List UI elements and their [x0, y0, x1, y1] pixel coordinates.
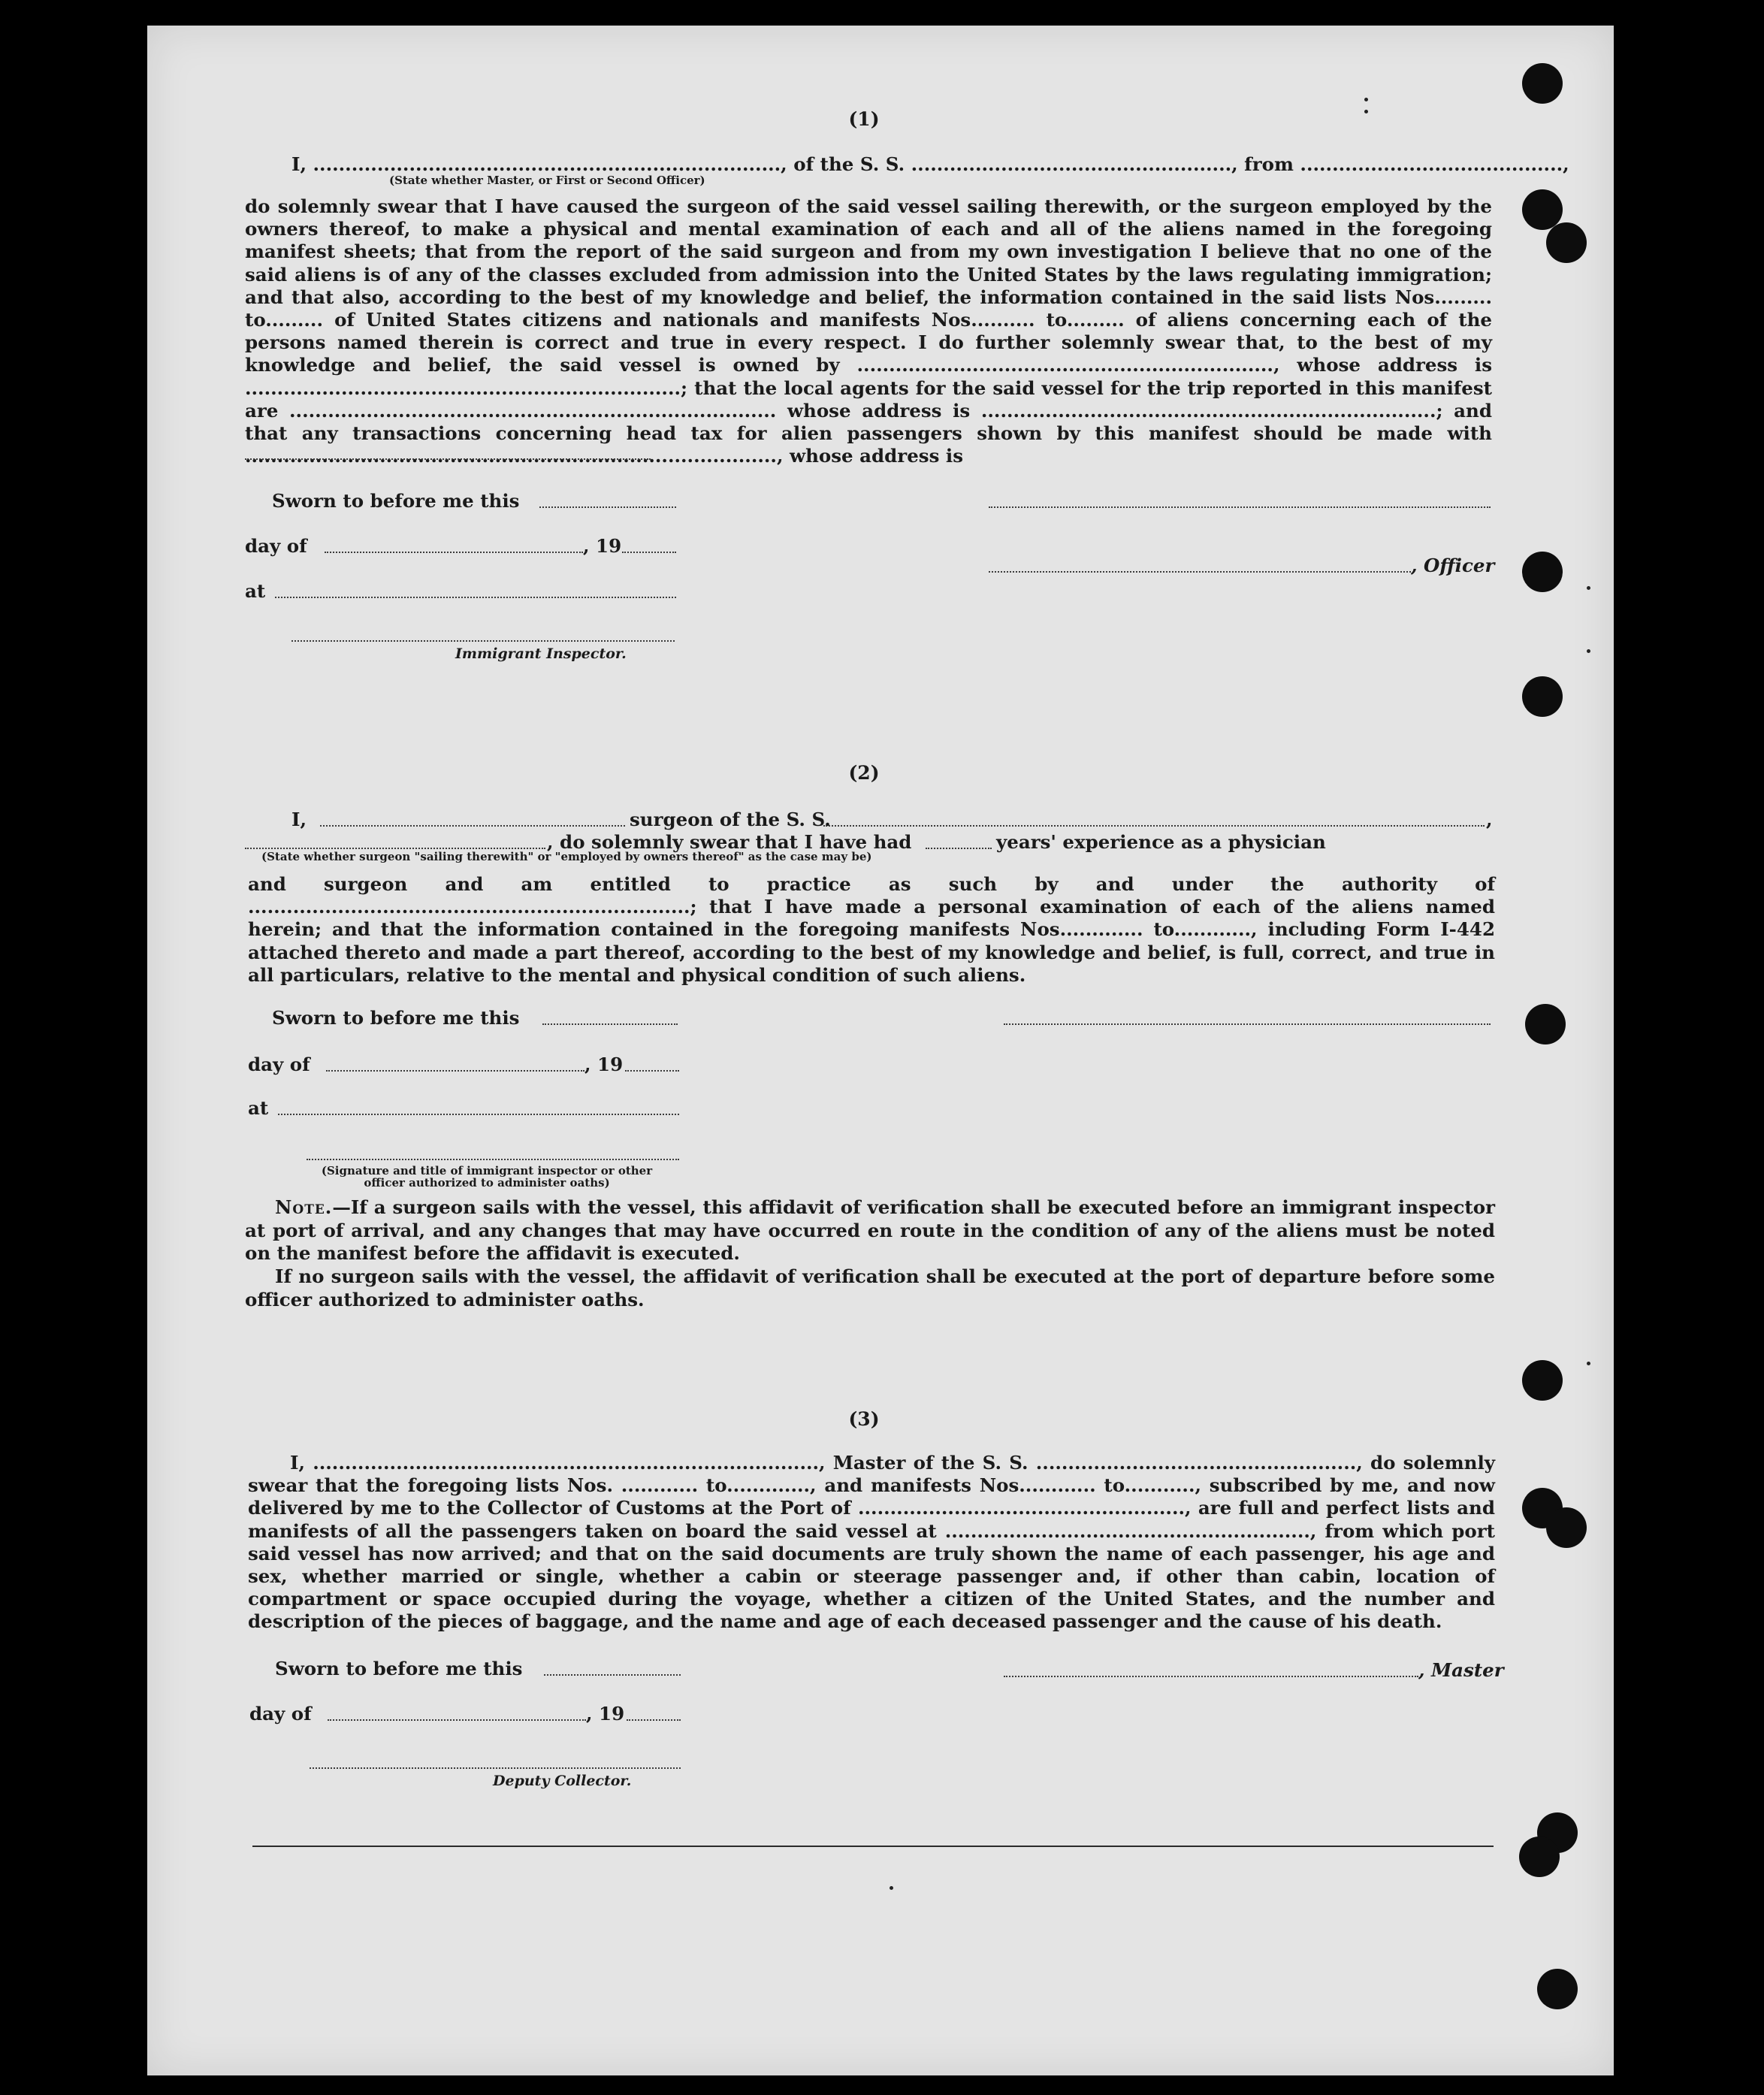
punch-hole	[1522, 63, 1563, 104]
section-1-number: (1)	[848, 108, 880, 130]
day-of-label-3: day of	[249, 1703, 312, 1725]
sworn-date-line-2	[542, 1023, 678, 1025]
punch-hole	[1537, 1969, 1578, 2009]
note-paragraph	[245, 1196, 1495, 1265]
section-2-body: and surgeon and am entitled to practice as such by and under the authority of .....................................................................; that I have made a personal examination of each of the aliens named herein; and that the information contained in the foregoing manifests Nos............. to............, including Form I-442 attached thereto and made a part thereof, according to the best of my knowledge and belief, is full, correct, and true in all particulars, relative to the mental and physical condition of such aliens.	[248, 873, 1495, 986]
speck	[1364, 98, 1368, 101]
year-line-1	[622, 552, 676, 553]
comma: ,	[1486, 809, 1493, 830]
note-paragraph-2	[245, 1265, 1495, 1311]
punch-hole	[1525, 1004, 1566, 1044]
document-page	[147, 26, 1614, 2075]
year-line-2	[625, 1070, 679, 1072]
speck	[890, 1886, 893, 1890]
sworn-label-1: Sworn to before me this	[272, 490, 520, 512]
at-line-1	[275, 597, 676, 598]
note-text-2: If no surgeon sails with the vessel, the affidavit of verification shall be executed at the port of departure before some officer authorized to administer oaths.	[245, 1265, 1495, 1311]
surgeon-of-label: surgeon of the S. S.	[630, 809, 831, 830]
day-line-3	[328, 1719, 586, 1721]
signature-caption: (Signature and title of immigrant inspector or other officer authorized to administer oaths)	[321, 1164, 653, 1190]
speck	[1587, 649, 1590, 653]
sworn-label-2: Sworn to before me this	[272, 1007, 520, 1029]
officer-label: , Officer	[1411, 555, 1495, 576]
inspector-signature-line-2	[307, 1159, 679, 1160]
note-text-1: —If a surgeon sails with the vessel, this affidavit of verification shall be executed before an immigrant inspector at port of arrival, and any changes that may have occurred en route in the condition of any of the aliens must be noted on the manifest before the affidavit is executed.	[245, 1196, 1495, 1264]
section-1-opening-text: I, ........................................................................., of the S. S. .................................................., from .........................................,	[291, 153, 1569, 175]
sworn-date-line-1	[539, 506, 676, 508]
day-of-label-1: day of	[245, 535, 307, 557]
at-line-2	[278, 1114, 679, 1115]
bottom-rule	[252, 1846, 1494, 1847]
section-2-i: I,	[291, 809, 307, 830]
year-line-3	[627, 1719, 681, 1721]
years-experience-label: years' experience as a physician	[996, 831, 1326, 853]
surgeon-vessel-line	[823, 825, 1485, 827]
punch-hole	[1522, 1360, 1563, 1401]
address-line	[245, 458, 651, 460]
section-3-indent	[248, 1452, 290, 1474]
section-3-number: (3)	[848, 1408, 880, 1430]
collector-signature-line	[310, 1767, 681, 1769]
master-label: , Master	[1418, 1659, 1504, 1681]
punch-hole	[1522, 552, 1563, 592]
sworn-date-line-3	[544, 1674, 681, 1676]
punch-hole	[1522, 676, 1563, 717]
section-3-body-text: I, ..............................................................................., Master of the S. S. .................................................., do solemnly swear that the foregoing lists Nos. ............ to............., and manifests Nos............ to..........., subscribed by me, and now delivered by me to the Collector of Customs at the Port of ..................................................., are full and perfect lists and manifests of all the passengers taken on board the said vessel at ........................................................., from which port said vessel has now arrived; and that on the said documents are truly shown the name of each passenger, his age and sex, whether married or single, whether a cabin or steerage passenger and, if other than cabin, location of compartment or space occupied during the voyage, whether a citizen of the United States, and the number and description of the pieces of baggage, and the name and age of each deceased passenger and the cause of his death.	[248, 1452, 1495, 1633]
surgeon-caption: (State whether surgeon "sailing therewith" or "employed by owners thereof" as the case may be)	[261, 850, 872, 863]
punch-hole	[1546, 1507, 1587, 1548]
surgeon-signature-line	[1004, 1023, 1491, 1025]
officer-signature-line-top	[989, 506, 1491, 508]
note-indent	[245, 1265, 275, 1287]
punch-hole	[1519, 1837, 1560, 1877]
do-solemnly-label: , do solemnly swear that I have had	[547, 831, 912, 853]
day-line-2	[326, 1070, 584, 1072]
officer-signature-line	[989, 571, 1411, 573]
day-of-label-2: day of	[248, 1054, 310, 1075]
note-head: Note.	[275, 1196, 333, 1218]
section-2-number: (2)	[848, 762, 880, 784]
years-line	[926, 848, 992, 849]
surgeon-status-line	[245, 848, 545, 849]
section-3-body	[248, 1452, 1495, 1634]
officer-caption: (State whether Master, or First or Second Officer)	[389, 174, 705, 187]
at-label-2: at	[248, 1097, 269, 1119]
section-1-opening-line	[291, 153, 1569, 175]
day-line-1	[325, 552, 583, 553]
year-label-2: , 19	[584, 1054, 624, 1075]
section-1-body: do solemnly swear that I have caused the surgeon of the said vessel sailing therewith, or the surgeon employed by the owners thereof, to make a physical and mental examination of each and all of the aliens named in the foregoing manifest sheets; that from the report of the said surgeon and from my own investigation I believe that no one of the said aliens is of any of the classes excluded from admission into the United States by the laws regulating immigration; and that also, according to the best of my knowledge and belief, the information contained in the said lists Nos......... to......... of United States citizens and nationals and manifests Nos.......... to......... of aliens concerning each of the persons named therein is correct and true in every respect. I do further solemnly swear that, to the best of my knowledge and belief, the said vessel is owned by ................................................................., whose address is ....................................................................; that the local agents for the said vessel for the trip reported in this manifest are ............................................................................ whose address is .......................................................................; and that any transactions concerning head tax for alien passengers shown by this manifest should be made with ..................................................................................., whose address is	[245, 195, 1492, 467]
year-label-3: , 19	[586, 1703, 625, 1725]
surgeon-name-line	[320, 825, 625, 827]
master-signature-line	[1004, 1676, 1418, 1677]
note-indent	[245, 1196, 275, 1218]
punch-hole	[1546, 222, 1587, 263]
speck	[1587, 1362, 1590, 1365]
year-label-1: , 19	[583, 535, 622, 557]
at-label-1: at	[245, 580, 266, 602]
speck	[1587, 586, 1590, 590]
inspector-signature-line	[291, 640, 675, 642]
deputy-collector-label: Deputy Collector.	[493, 1773, 632, 1789]
sworn-label-3: Sworn to before me this	[275, 1658, 523, 1679]
immigrant-inspector-label: Immigrant Inspector.	[455, 645, 627, 662]
